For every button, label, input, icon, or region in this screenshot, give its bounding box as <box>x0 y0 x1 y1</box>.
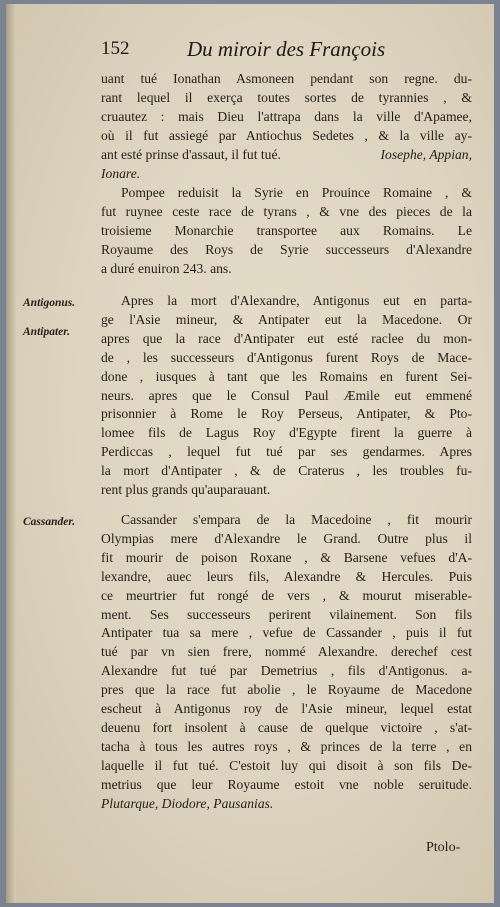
text-line: done , iusques à tant que les Romains en furent Sei- <box>101 368 472 384</box>
text-line: Apres la mort d'Alexandre, Antigonus eut en parta- <box>121 293 472 308</box>
paragraph-2 <box>101 184 472 279</box>
catchword: Ptolo- <box>426 840 461 855</box>
text-line: Alexandre fut tué par Demetrius , fils d'Antigonus. a- <box>101 663 472 679</box>
source-citation: Plutarque, Diodore, Pausanias. <box>101 795 274 811</box>
text-line: rent plus grands qu'auparauant. <box>101 482 271 498</box>
text-line: fit mourir de poison Roxane , & Barsene vefues d'A- <box>101 549 472 565</box>
text-line: Antipater tua sa mere , vefue de Cassander , puis il fut <box>101 625 472 641</box>
text-line: lomee fils de Lagus Roy d'Egypte firent la guerre à <box>101 425 472 441</box>
source-citation: Iosephe, Appian, <box>380 146 472 162</box>
text-line: ge l'Asie mineur, & Antipater eut la Macedone. Or <box>101 311 472 327</box>
paragraph-1 <box>101 70 472 183</box>
text-line: ment. Ses successeurs perirent vilainement. Son fils <box>101 606 472 622</box>
text-line: Cassander s'empara de la Macedoine , fit mourir <box>121 512 472 527</box>
page-header <box>101 38 500 66</box>
text-line: Perdiccas , lequel fut tué par ses gendarmes. Apres <box>101 444 472 460</box>
text-line: tué par vn sien frere, nommé Alexandre. derechef cest <box>101 644 472 660</box>
text-line: Olympias mere d'Alexandre le Grand. Outre plus il <box>101 530 472 546</box>
paragraph-3 <box>101 292 472 500</box>
text-line: rant lequel il exerça toutes sortes de tyrannies , & <box>101 89 472 105</box>
source-citation: Ionare. <box>101 165 141 181</box>
text-line: pres que la race fut abolie , le Royaume de Macedone <box>101 682 472 698</box>
text-line: prisonnier à Rome le Roy Perseus, Antipater, & Pto- <box>101 406 472 422</box>
text-line: lexandre, auec leurs fils, Alexandre & Hercules. Puis <box>101 568 472 584</box>
text-line: ce meurtrier fut rongé de vers , & mourut miserable- <box>101 587 472 603</box>
text-line: a duré enuiron 243. ans. <box>101 260 232 276</box>
text-line: fut ruynee ceste race de tyrans , & vne des pieces de la <box>101 203 472 219</box>
text-line: laquelle il fut tué. C'estoit luy qui disoit à son fils De- <box>101 757 472 773</box>
page-number: 152 <box>101 38 130 59</box>
text-line: Royaume des Roys de Syrie successeurs d'Alexandre <box>101 241 472 257</box>
paragraph-4 <box>101 511 472 814</box>
text-line: où il fut assiegé par Antiochus Sedetes , & la ville ay- <box>101 127 472 143</box>
text-line: deuenu fort insolent à cause de quelque victoire , s'at- <box>101 719 472 735</box>
text-line: la mort d'Antipater , & de Craterus , les troubles fu- <box>101 463 472 479</box>
text-line: tacha à tous les autres roys , & princes de la terre , en <box>101 738 472 754</box>
text-line <box>101 146 472 165</box>
margin-note-antipater: Antipater. <box>23 326 70 338</box>
text-line: troisieme Monarchie transportee aux Romains. Le <box>101 222 472 238</box>
text-line: Pompee reduisit la Syrie en Prouince Romaine , & <box>121 185 472 200</box>
text-line: uant tué Ionathan Asmoneen pendant son regne. du- <box>101 71 472 86</box>
book-page <box>6 4 494 903</box>
text-line: apres que la race d'Antipater eut esté raclee du mon- <box>101 330 472 346</box>
margin-note-antigonus: Antigonus. <box>23 297 76 309</box>
text-line: cruautez : mais Dieu l'attrapa dans la ville d'Apamee, <box>101 108 472 124</box>
margin-note-cassander: Cassander. <box>23 516 76 528</box>
text-fragment: ant esté prinse d'assaut, il fut tué. <box>101 146 281 162</box>
text-line: metrius que leur Royaume estoit vne noble seruitude. <box>101 776 472 792</box>
text-line: de , les successeurs d'Antigonus furent Roys de Mace- <box>101 349 472 365</box>
text-line: neurs. apres que le Consul Paul Æmile eut emmené <box>101 387 472 403</box>
text-line: escheut à Antigonus roy de l'Asie mineur, lequel estat <box>101 701 472 717</box>
running-title: Du miroir des François <box>187 37 386 61</box>
page-gutter <box>6 4 16 903</box>
